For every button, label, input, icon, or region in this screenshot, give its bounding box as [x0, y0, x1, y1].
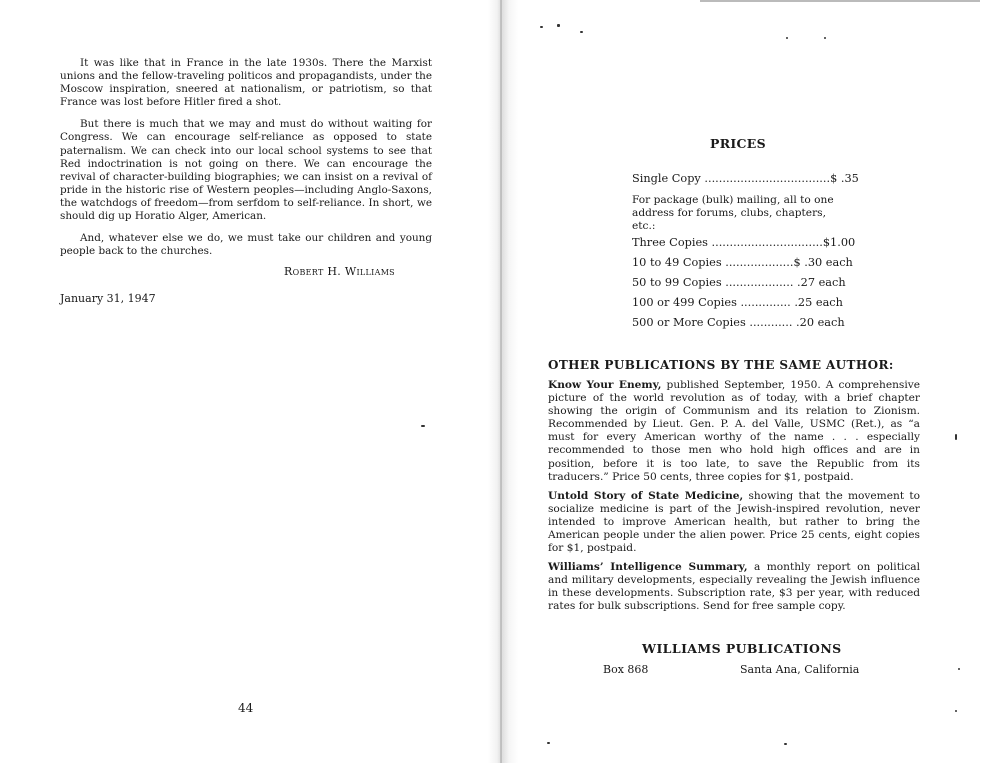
publication-entry [548, 490, 920, 555]
price-tier: 500 or More Copies ............ .20 each [632, 316, 845, 329]
scan-speck [580, 31, 583, 33]
author-signature: Robert H. Williams [284, 265, 395, 278]
publication-entry [548, 561, 920, 613]
scan-speck [824, 37, 826, 39]
publisher-city: Santa Ana, California [740, 663, 860, 676]
publication-entry [548, 379, 920, 484]
date-line: January 31, 1947 [60, 292, 156, 305]
publication-description: published September, 1950. A comprehensive picture of the world revolution as of today, with a brief chapter showing the origin of Communism and its relation to Zionism. Recommended by Lieut. Gen. P. A. del Valle, USMC (Ret.), as “a must for every American worthy of the name . . . especially recommended to those men who hold high offices and are in position, before it is too late, to save the Republic from its traducers.” Price 50 cents, three copies for $1, postpaid. [548, 379, 920, 483]
scan-speck [540, 26, 543, 28]
price-tier: 10 to 49 Copies ...................$ .30 each [632, 256, 853, 269]
scan-speck [786, 37, 788, 39]
page-edge [700, 0, 980, 2]
price-tier: 100 or 499 Copies .............. .25 each [632, 296, 843, 309]
page-number: 44 [238, 701, 254, 715]
paragraph: It was like that in France in the late 1930s. There the Marxist unions and the fellow-traveling politicos and propagandists, under the Moscow inspiration, sneered at nationalism, or patriotism, so that France was lost before Hitler fired a shot. [60, 57, 432, 109]
publication-description: a monthly report on political and military developments, especially revealing the Jewish influence in these developments. Subscription rate, $3 per year, with reduced rates for bulk subscriptions. Send for free sample copy. [548, 561, 920, 613]
prices-heading: PRICES [710, 136, 766, 151]
scan-speck [547, 742, 550, 744]
publisher-name: WILLIAMS PUBLICATIONS [642, 641, 842, 656]
gutter-shadow [500, 0, 502, 763]
paragraph: And, whatever else we do, we must take our children and young people back to the churches. [60, 232, 432, 258]
paragraph: But there is much that we may and must do without waiting for Congress. We can encourage self-reliance as opposed to state paternalism. We can check into our local school systems to see that Red indoctrination is not going on there. We can encourage the revival of character-building biographies; we can insist on a revival of pride in the historic rise of Western peoples—including Anglo-Saxons, the watchdogs of freedom—from serfdom to self-reliance. In short, we should dig up Horatio Alger, American. [60, 118, 432, 223]
publisher-box: Box 868 [603, 663, 649, 676]
left-page-text [60, 57, 432, 267]
price-single: Single Copy ...................................$ .35 [632, 172, 859, 185]
scan-speck [955, 434, 957, 440]
book-gutter [488, 0, 518, 763]
publication-title: Williams’ Intelligence Summary, [548, 561, 748, 573]
scan-speck [784, 743, 787, 745]
publication-description: showing that the movement to socialize medicine is part of the Jewish-inspired revolution, never intended to improve American health, but rather to bring the American people under the alien power. Price 25 cents, eight copies for $1, postpaid. [548, 490, 920, 555]
publication-title: Know Your Enemy, [548, 379, 662, 391]
price-tier: 50 to 99 Copies ................... .27 each [632, 276, 846, 289]
scan-speck [421, 425, 425, 427]
scan-speck [958, 668, 960, 670]
other-publications-heading: OTHER PUBLICATIONS BY THE SAME AUTHOR: [548, 358, 894, 372]
scan-speck [955, 710, 957, 712]
scan-speck [557, 24, 560, 27]
bulk-note: For package (bulk) mailing, all to one address for forums, clubs, chapters, etc.: [632, 194, 834, 232]
price-three: Three Copies ...............................$1.00 [632, 236, 856, 249]
publication-title: Untold Story of State Medicine, [548, 490, 744, 502]
